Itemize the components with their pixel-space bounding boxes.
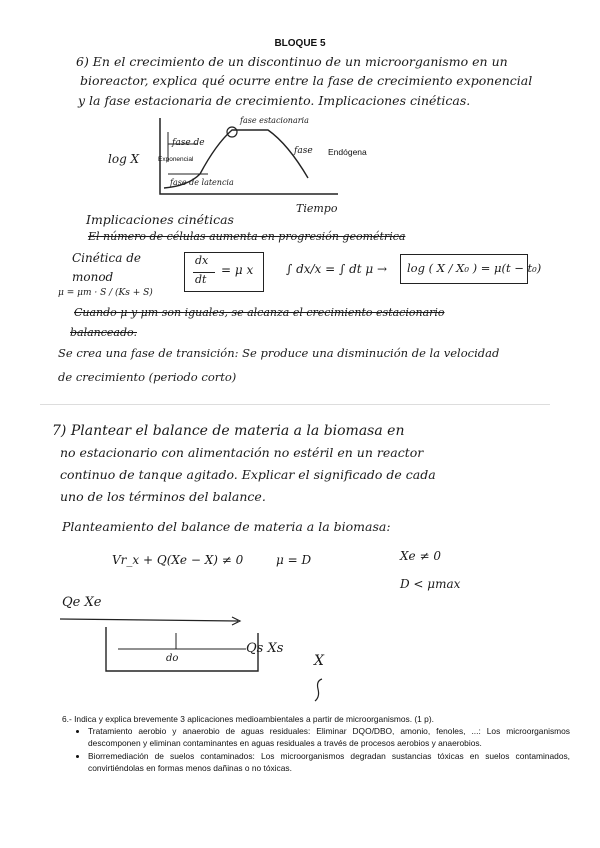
outlet-label: Qs Xs [246, 641, 284, 656]
graph-phase-decay-typed: Endógena [328, 147, 367, 157]
q6-question-line-1: 6) En el crecimiento de un discontinuo de un microorganismo en un [76, 54, 508, 69]
q6-question-line-2: bioreactor, explica qué ocurre entre la fase de crecimiento exponencial [80, 73, 533, 88]
struck-line-2: balanceado. [70, 326, 137, 339]
graph-phase-latency: fase de latencia [170, 178, 234, 187]
eq1-numerator: dx [195, 254, 209, 267]
struck-geometric-line: El número de células aumenta en progresión geométrica [88, 230, 406, 243]
integral-stroke [312, 677, 326, 703]
graph-x-label: Tiempo [296, 202, 338, 215]
typed-answer-list [62, 725, 570, 774]
q6-question-line-3: y la fase estacionaria de crecimiento. Implicaciones cinéticas. [78, 93, 471, 108]
q7-question-line-2: no estacionario con alimentación no estéril en un reactor [60, 445, 424, 460]
handwritten-scan-q6 [58, 48, 548, 406]
graph-y-label: log X [108, 152, 140, 166]
equation-box-2 [400, 254, 542, 284]
eq1-rhs: = μ x [221, 263, 254, 277]
integral-equation: ∫ dx/x = ∫ dt μ → [286, 262, 388, 276]
transition-line-1: Se crea una fase de transición: Se produce una disminución de la velocidad [58, 346, 500, 360]
q7-question-line-3: continuo de tanque agitado. Explicar el significado de cada [60, 467, 436, 482]
graph-phase-exponential-hw: fase de [172, 138, 205, 148]
list-item: • Biorremediación de suelos contaminados: Los microorganismos degradan sustancias tóxicas en suelos contaminados, convirtiéndolas en formas menos dañinas o no tóxicas. [88, 750, 570, 774]
graph-phase-decay-hw: fase [294, 146, 313, 156]
typed-answer-section [62, 713, 570, 774]
inlet-label: Qe Xe [62, 595, 102, 610]
kinetics-label-2: monod [72, 270, 114, 284]
struck-line-1: Cuando μ y μm son iguales, se alcanza el crecimiento estacionario [74, 306, 445, 319]
mu-equals-d: μ = D [276, 553, 312, 567]
d-less-mumax: D < μmax [400, 577, 461, 591]
q7-question-line-1: 7) Plantear el balance de materia a la biomasa en [52, 423, 405, 439]
monod-equation: μ = μm · S / (Ks + S) [58, 288, 153, 298]
typed-question-heading: 6.- Indica y explica brevemente 3 aplicaciones medioambientales a partir de microorganismos. (1 p). [62, 714, 434, 724]
handwritten-scan-q7 [40, 405, 550, 705]
transition-line-2: de crecimiento (periodo corto) [58, 370, 237, 384]
page-title: BLOQUE 5 [274, 38, 326, 49]
list-item: • Tratamiento aerobio y anaerobio de aguas residuales: Eliminar DQO/DBO, amonio, fenoles, ...: Los microorganismos descomponen y eliminan contaminantes en aguas residuales a través de procesos aerobios y anaerobios. [88, 725, 570, 749]
eq2-log-expression: log ( X / X₀ ) = μ(t − t₀) [407, 261, 542, 275]
equation-box-1 [184, 252, 264, 292]
q7-question-line-4: uno de los términos del balance. [60, 489, 266, 504]
implications-heading: Implicaciones cinéticas [86, 212, 234, 227]
xe-nonzero: Xe ≠ 0 [400, 549, 441, 563]
x-mark: X [314, 653, 324, 669]
graph-phase-stationary: fase estacionaria [240, 116, 309, 125]
tank-label: do [166, 653, 179, 664]
balance-equation: Vr_x + Q(Xe − X) ≠ 0 [112, 553, 244, 567]
graph-phase-exponential-typed: Exponencial [158, 156, 194, 163]
q7-answer-line-1: Planteamiento del balance de materia a la biomasa: [62, 519, 391, 534]
kinetics-label-1: Cinética de [72, 251, 141, 265]
eq1-denominator: dt [195, 273, 207, 286]
